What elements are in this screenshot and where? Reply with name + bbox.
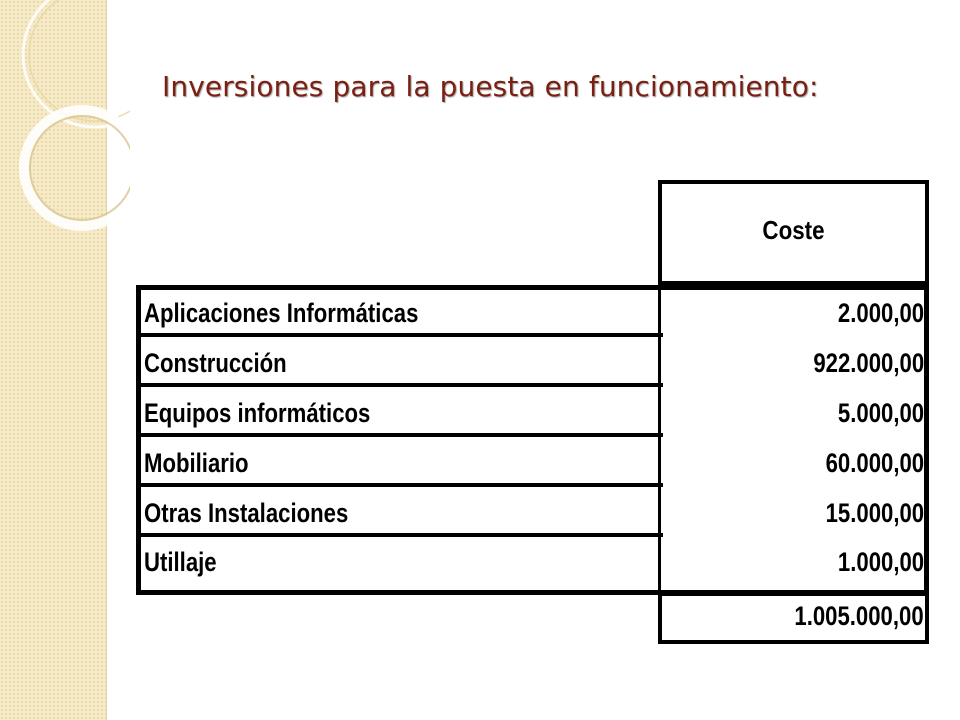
table-total-value: 1.005.000,00 [794,601,924,631]
table-row-cost: 5.000,00 [837,398,924,428]
table-row-concept: Construcción [144,348,287,378]
table-row-concept: Equipos informáticos [144,398,371,428]
table-row-cost: 15.000,00 [825,498,924,528]
table-row-concept: Utillaje [144,547,217,577]
table-row-concept: Aplicaciones Informáticas [144,298,419,328]
column-divider [658,285,661,593]
table-header-label: Coste [762,215,825,245]
table-row-concept: Mobiliario [144,448,249,478]
table-row-cost: 60.000,00 [825,448,924,478]
table-row-cost: 1.000,00 [837,547,924,577]
table-row-cost: 2.000,00 [837,298,924,328]
table-row-concept: Otras Instalaciones [144,498,349,528]
table-row-cost: 922.000,00 [813,348,924,378]
slide-title: Inversiones para la puesta en funcionamiento: [162,70,819,103]
